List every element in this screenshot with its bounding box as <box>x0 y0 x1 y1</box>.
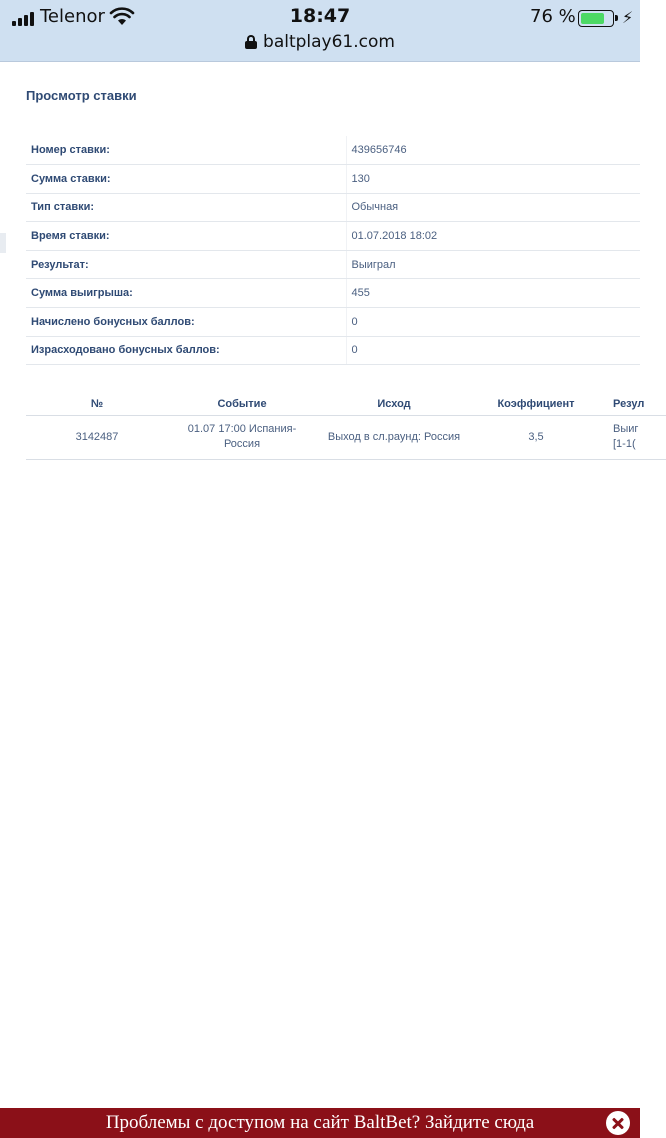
event-result-status: Выиг <box>613 423 639 435</box>
header-outcome: Исход <box>316 393 472 415</box>
header-event: Событие <box>168 393 316 415</box>
event-teams-continued: Россия <box>223 438 261 450</box>
header-coefficient: Коэффициент <box>472 393 600 415</box>
battery-icon <box>578 10 614 27</box>
header-result: Резул <box>600 393 666 415</box>
detail-label: Тип ставки: <box>26 193 346 222</box>
charging-bolt-icon: ⚡ <box>622 8 634 27</box>
detail-value: Выиграл <box>346 250 640 279</box>
status-bar <box>0 4 640 30</box>
table-row <box>26 415 666 459</box>
event-outcome: Выход в сл.раунд: Россия <box>316 415 472 459</box>
battery-percentage: 76 % <box>530 6 576 27</box>
event-datetime-teams: 01.07 17:00 Испания- <box>187 423 297 435</box>
detail-label: Результат: <box>26 250 346 279</box>
browser-top-bar <box>0 0 640 62</box>
bet-details-table <box>26 136 640 365</box>
detail-label: Израсходовано бонусных баллов: <box>26 336 346 365</box>
detail-value: 455 <box>346 279 640 308</box>
detail-row <box>26 308 640 337</box>
event-result-score: [1-1( <box>613 438 636 450</box>
event-number: 3142487 <box>26 415 168 459</box>
detail-value: 130 <box>346 165 640 194</box>
detail-row <box>26 336 640 365</box>
detail-row <box>26 136 640 165</box>
detail-row <box>26 193 640 222</box>
event-name <box>168 415 316 459</box>
access-problem-banner[interactable] <box>0 1108 640 1138</box>
lock-icon <box>245 35 257 49</box>
detail-label: Номер ставки: <box>26 136 346 165</box>
detail-label: Время ставки: <box>26 222 346 251</box>
detail-value: Обычная <box>346 193 640 222</box>
page-title: Просмотр ставки <box>26 88 137 103</box>
detail-label: Сумма ставки: <box>26 165 346 194</box>
detail-value: 01.07.2018 18:02 <box>346 222 640 251</box>
detail-value: 439656746 <box>346 136 640 165</box>
url-text: baltplay61.com <box>263 32 395 52</box>
detail-label: Начислено бонусных баллов: <box>26 308 346 337</box>
detail-row <box>26 222 640 251</box>
detail-value: 0 <box>346 308 640 337</box>
address-bar[interactable] <box>0 32 640 52</box>
event-coefficient: 3,5 <box>472 415 600 459</box>
detail-row <box>26 250 640 279</box>
detail-row <box>26 279 640 308</box>
header-number: № <box>26 393 168 415</box>
carrier-name: Telenor <box>40 6 105 27</box>
side-edge-marker <box>0 233 6 253</box>
banner-text[interactable]: Проблемы с доступом на сайт BaltBet? Зайдите сюда <box>105 1112 535 1133</box>
close-icon[interactable] <box>606 1111 630 1135</box>
bet-events-table <box>26 393 666 460</box>
detail-row <box>26 165 640 194</box>
event-result <box>600 415 666 459</box>
detail-value: 0 <box>346 336 640 365</box>
status-time: 18:47 <box>289 5 351 27</box>
table-header-row <box>26 393 666 415</box>
detail-label: Сумма выигрыша: <box>26 279 346 308</box>
